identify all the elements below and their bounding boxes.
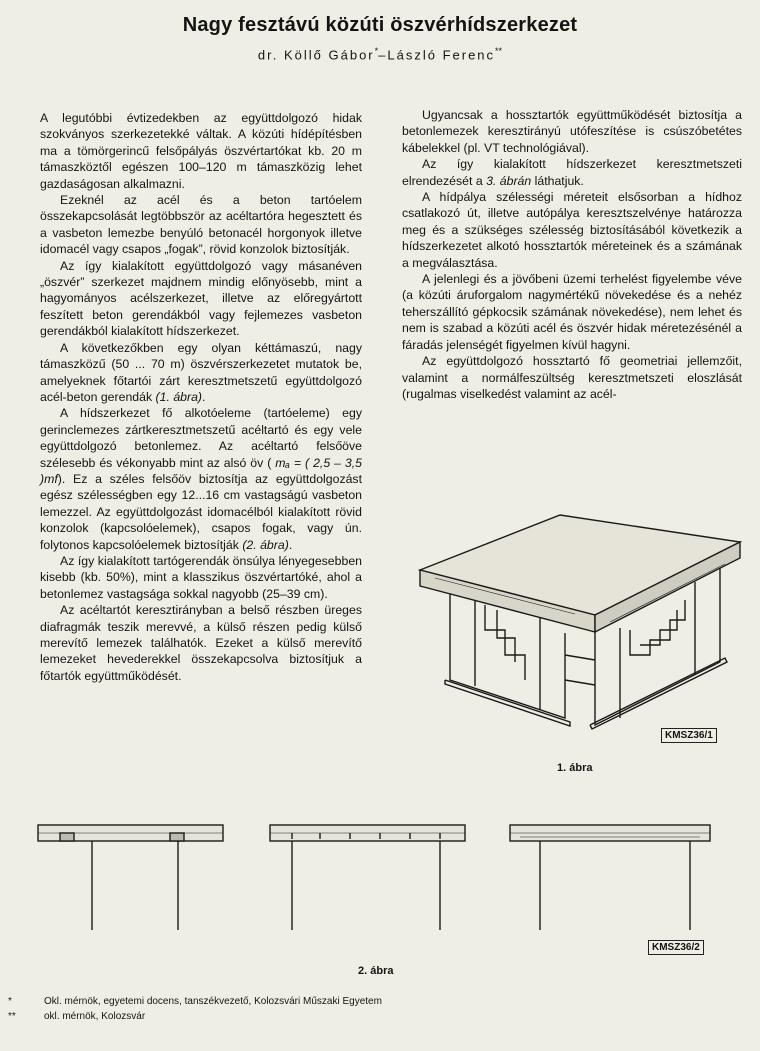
text-run: A hídszerkezet fő alkotóeleme (tartóeleme) egy gerinclemezes zártkeresztmetszetű acéltartó és egy vele együttdolgozó betonlemez. Az acéltartó felsőöve szélesebb és vékonyabb mint az alsó öv ( [40, 406, 362, 470]
figure-2 [30, 815, 730, 965]
author-1: dr. Köllő Gábor [257, 47, 375, 63]
footnote-1 [8, 994, 382, 1009]
figure-1-caption: 1. ábra [557, 762, 593, 774]
article-title: Nagy fesztávú közúti öszvérhídszerkezet [182, 14, 578, 36]
figure-1-code: KMSZ36/1 [661, 728, 717, 743]
paragraph: Az így kialakított együttdolgozó vagy másanéven „öszvér” szerkezet majdnem mindig előnyösebb, mint a hagyományos acélszerkezet, illetve az előregyártott feszített beton gerendákból vagy fejlemezes vasbeton gerendákból kialakított hídszerkezet. [40, 258, 362, 339]
footnote-mark-1: * [374, 46, 379, 56]
paragraph [402, 156, 742, 189]
paragraph: A legutóbbi évtizedekben az együttdolgozó hidak szokványos szerkezetekké váltak. A közúti hídépítésben ma a tömörgerincű felsőpályás öszvértartókat kb. 20 m támaszköztől egészen 100–120 m támaszközig lehet gazdaságosan alkalmazni. [40, 111, 362, 191]
paragraph: Az így kialakított tartógerendák önsúlya lényegesebben kisebb (kb. 50%), mint a klasszikus öszvértartóké, ahol a betonlemez vastagsága sokkal nagyobb (25–39 cm). [40, 553, 362, 601]
formula: mₐ = ( 2,5 – 3,5 )mf [40, 455, 362, 486]
paragraph [40, 405, 362, 553]
footnote-text: okl. mérnök, Kolozsvár [44, 1011, 146, 1022]
bridge-isometric-drawing [415, 480, 745, 750]
footnotes [8, 994, 382, 1024]
footnote-mark: * [8, 996, 12, 1007]
paragraph: Az acéltartót keresztirányban a belső részben üreges diafragmák teszik merevvé, a külső részen pedig külső merevítő lemezek találhatók. Ezeket a külső merevítő lemezeket hevederekkel összekapcsolva biztosítjuk a főtartók együttműködését. [40, 603, 362, 683]
text-run: A következőkben egy olyan kéttámaszú, nagy támaszközű (50 ... 70 m) öszvérszerkezetet mutatok be, amelyeknek főtartói zárt keresztmetszetű együttdolgozó acél-beton gerendák [40, 340, 362, 404]
footnote-mark: ** [8, 1011, 16, 1022]
footnote-2 [8, 1009, 382, 1024]
right-column [402, 107, 742, 402]
beam-sections-drawing [30, 815, 730, 965]
figure-2-caption: 2. ábra [358, 965, 394, 977]
author-2: –László Ferenc [378, 47, 496, 63]
paragraph [40, 340, 362, 406]
paragraph: A hídpálya szélességi méreteit elsősorban a hídhoz csatlakozó út, illetve autópálya keresztszelvénye határozza meg és a szükséges szélesség biztosításából következik a hídszerkezetet alkotó hossztartók méreteinek és a számának a megválasztása. [402, 190, 742, 270]
paragraph: Ugyancsak a hossztartók együttműködését biztosítja a betonlemezek keresztirányú utófeszítése is csúszóbetétes kábelekkel (pl. VT technológiával). [402, 108, 742, 155]
figure-reference: (2. ábra) [242, 537, 289, 552]
text-run: Az így kialakított hídszerkezet keresztmetszeti elrendezését a [402, 157, 742, 188]
paragraph: A jelenlegi és a jövőbeni üzemi terhelést figyelembe véve (a közúti áruforgalom nagymértékű növekedése és a nehéz teherszállító gépkocsik számának növekedése), nem lehet és nem is szabad a közúti acél és öszvér hidak méretezésénél a fáradás jelenségét figyelmen kívül hagyni. [402, 272, 742, 352]
text-run: láthatjuk. [531, 173, 584, 188]
figure-reference: 3. ábrán [486, 173, 532, 188]
figure-1 [415, 480, 745, 750]
text-run: . [288, 537, 293, 552]
text-run: . [202, 389, 206, 404]
paragraph: Az együttdolgozó hossztartó fő geometriai jellemzőit, valamint a normálfeszültség keresztmetszeti eloszlását (rugalmas viselkedést valamint az acél- [402, 354, 742, 401]
figure-2-code: KMSZ36/2 [648, 940, 704, 955]
author-line [0, 46, 760, 62]
footnote-mark-2: ** [495, 46, 503, 56]
text-run: ). Ez a széles felsőöv biztosítja az együttdolgozást egész szélességben egy 12...16 cm vastagságú vasbeton lemezzel. Az együttdolgozást idomacélból kialakított rövid konzolok (kapcsolóelemek), csapos fogak, vagy ún. folytonos kapcsolóelemek biztosítják [40, 471, 362, 552]
footnote-text: Okl. mérnök, egyetemi docens, tanszékvezető, Kolozsvári Műszaki Egyetem [44, 996, 382, 1007]
left-column [40, 110, 362, 684]
figure-reference: (1. ábra) [155, 389, 203, 404]
paragraph: Ezeknél az acél és a beton tartóelem összekapcsolását legtöbbször az acéltartóra hegesztett és a vasbeton lemezbe benyúló betonacél horgonyok illetve idomacél vagy csapos „fogak”, rövid konzolok biztosítják. [40, 193, 362, 257]
